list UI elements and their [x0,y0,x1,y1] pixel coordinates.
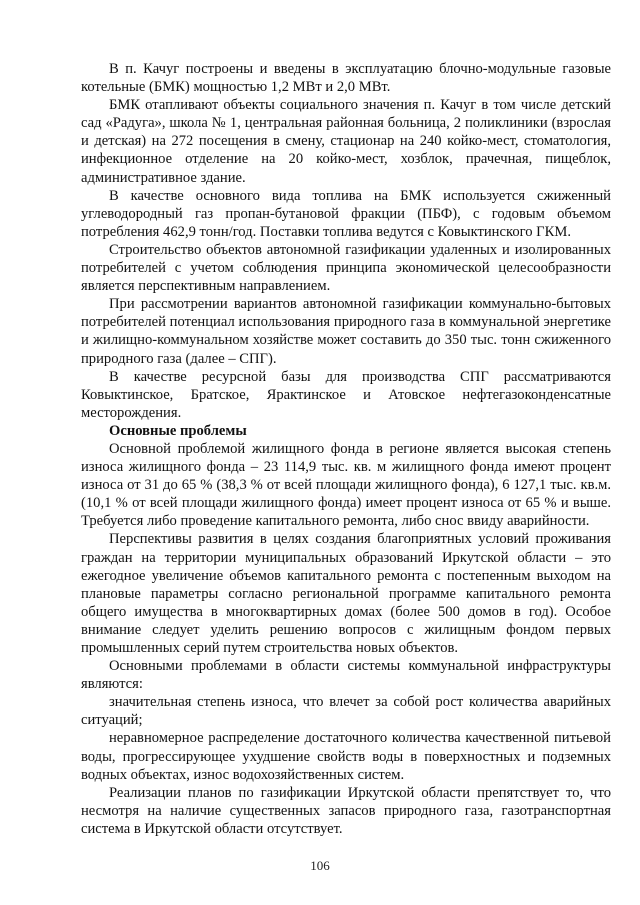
page-number: 106 [310,858,330,873]
paragraph: При рассмотрении вариантов автономной газификации коммунально-бытовых потребителей потенциал использования природного газа в коммунальной энергетике и жилищно-коммунальном хозяйстве может составить до 350 тыс. тонн сжиженного природного газа (далее – СПГ). [81,296,611,367]
paragraph: В качестве основного вида топлива на БМК используется сжиженный углеводородный газ пропан-бутановой фракции (ПБФ), с годовым объемом потребления 462,9 тонн/год. Поставки топлива ведутся с Ковыктинского ГКМ. [81,187,611,240]
paragraph: БМК отапливают объекты социального значения п. Качуг в том числе детский сад «Радуга», школа № 1, центральная районная больница, 2 поликлиники (взрослая и детская) на 272 посещения в смену, стационар на 240 койко-мест, стоматология, инфекционное отделение на 20 койко-мест, хозблок, прачечная, пищеблок, административное здание. [81,97,611,186]
list-item: неравномерное распределение достаточного количества качественной питьевой воды, прогрессирующее ухудшение свойств воды в поверхностных и подземных водных объектах, износ водохозяйственных систем. [81,730,611,783]
list-item: значительная степень износа, что влечет за собой рост количества аварийных ситуаций; [81,694,611,729]
paragraph: Строительство объектов автономной газификации удаленных и изолированных потребителей с учетом соблюдения принципа экономической целесообразности является перспективным направлением. [81,241,611,295]
paragraph: Основными проблемами в области системы коммунальной инфраструктуры являются: [81,658,611,693]
paragraph: Реализации планов по газификации Иркутской области препятствует то, что несмотря на наличие существенных запасов природного газа, газотранспортная система в Иркутской области отсутствует. [81,784,611,837]
section-heading: Основные проблемы [109,422,247,439]
paragraph: В п. Качуг построены и введены в эксплуатацию блочно-модульные газовые котельные (БМК) мощностью 1,2 МВт и 2,0 МВт. [81,61,611,96]
page-body [81,60,611,838]
paragraph: Основной проблемой жилищного фонда в регионе является высокая степень износа жилищного фонда – 23 114,9 тыс. кв. м жилищного фонда имеют процент износа от 31 до 65 % (38,3 % от всей площади жилищного фонда), 6 127,1 тыс. кв.м. (10,1 % от всей площади жилищного фонда) имеет процент износа от 65 % и выше. Требуется либо проведение капитального ремонта, либо снос ввиду аварийности. [81,440,611,530]
paragraph: Перспективы развития в целях создания благоприятных условий проживания граждан на территории муниципальных образований Иркутской области – это ежегодное увеличение объемов капитального ремонта с постепенным выходом на плановые параметры согласно региональной программе капитального ремонта общего имущества в многоквартирных домах (более 500 домов в год). Особое внимание следует уделить решению вопросов с жилищным фондом первых промышленных серий путем строительства новых объектов. [81,531,611,656]
paragraph: В качестве ресурсной базы для производства СПГ рассматриваются Ковыктинское, Братское, Ярактинское и Атовское нефтегазоконденсатные месторождения. [81,368,611,421]
